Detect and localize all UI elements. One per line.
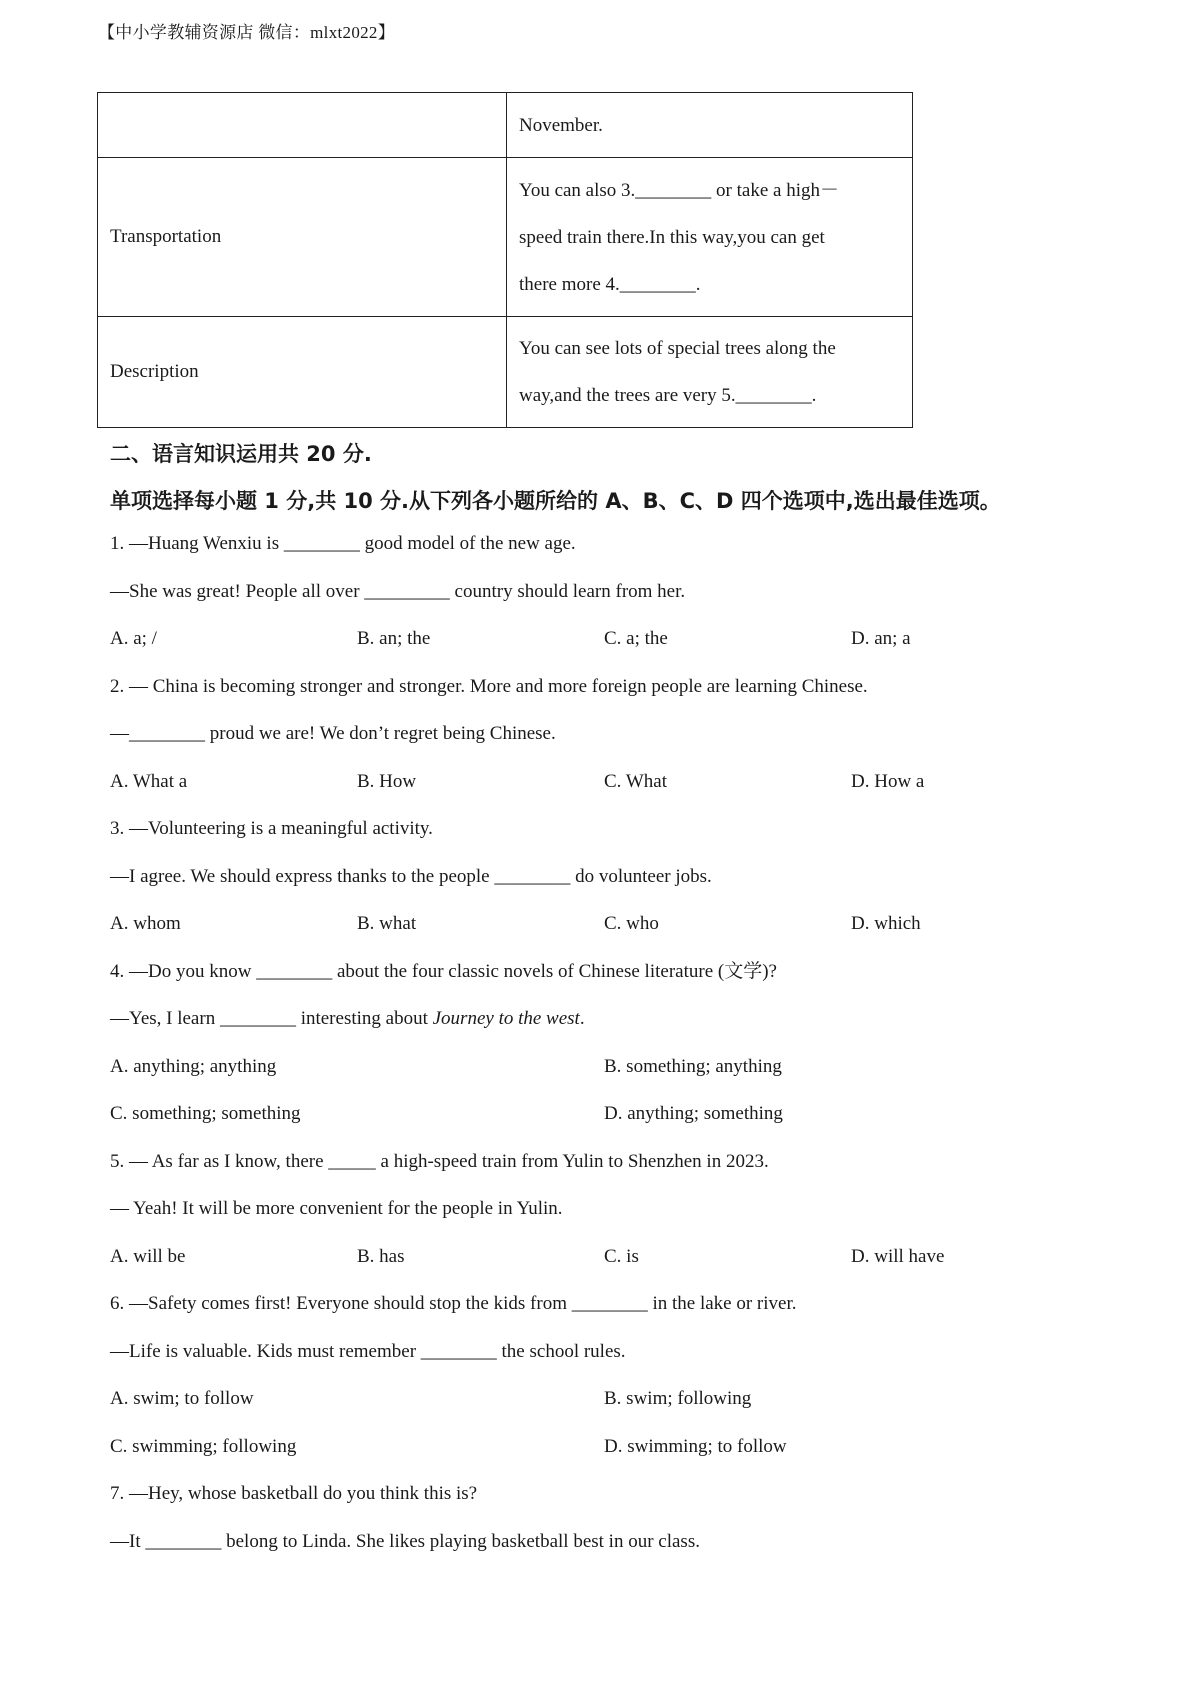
question-5-line-1: 5. — As far as I know, there _____ a high-speed train from Yulin to Shenzhen in 2023. bbox=[110, 1150, 769, 1172]
option-b: B. How bbox=[357, 770, 417, 792]
question-5-line-2: — Yeah! It will be more convenient for the people in Yulin. bbox=[110, 1198, 563, 1219]
question-2-line-2: —________ proud we are! We don’t regret being Chinese. bbox=[110, 723, 556, 744]
question-3-options bbox=[110, 910, 1110, 958]
question-4-line-2-text: —Yes, I learn ________ interesting about bbox=[110, 1008, 433, 1029]
option-d: D. How a bbox=[851, 770, 925, 792]
info-table bbox=[97, 92, 913, 428]
table-label-cell bbox=[98, 93, 507, 158]
question-3-line-1: 3. —Volunteering is a meaningful activity. bbox=[110, 818, 433, 839]
table-content-line: You can see lots of special trees along the bbox=[519, 338, 836, 359]
option-a: A. a; / bbox=[110, 628, 157, 649]
section-title: 二、语言知识运用共 20 分. bbox=[110, 442, 372, 466]
option-c: C. is bbox=[604, 1245, 639, 1267]
option-b: B. has bbox=[357, 1245, 405, 1267]
question-1-line-2: —She was great! People all over _________ country should learn from her. bbox=[110, 580, 686, 602]
option-d: D. anything; something bbox=[604, 1103, 783, 1124]
question-6-line-2: —Life is valuable. Kids must remember ________ the school rules. bbox=[110, 1340, 626, 1362]
option-a: A. What a bbox=[110, 770, 188, 792]
table-content-line: November. bbox=[519, 114, 603, 136]
question-4-options-row-1 bbox=[110, 1053, 1110, 1101]
question-1-line-1: 1. —Huang Wenxiu is ________ good model of the new age. bbox=[110, 533, 576, 554]
table-row bbox=[98, 93, 913, 158]
question-7-line-1: 7. —Hey, whose basketball do you think this is? bbox=[110, 1483, 478, 1504]
option-a: A. anything; anything bbox=[110, 1055, 277, 1077]
table-label-cell: Transportation bbox=[98, 158, 507, 317]
question-7-line-2: —It ________ belong to Linda. She likes playing basketball best in our class. bbox=[110, 1530, 700, 1552]
table-content-cell bbox=[507, 317, 913, 428]
option-a: A. will be bbox=[110, 1245, 186, 1267]
option-d: D. will have bbox=[851, 1245, 945, 1267]
section-instruction: 单项选择每小题 1 分,共 10 分.从下列各小题所给的 A、B、C、D 四个选项中,选出最佳选项。 bbox=[110, 489, 1001, 513]
book-title: Journey to the west bbox=[432, 1008, 580, 1029]
option-c: C. a; the bbox=[604, 628, 668, 649]
question-1-options bbox=[110, 625, 1110, 673]
question-6-options-row-1 bbox=[110, 1385, 1110, 1433]
option-d: D. an; a bbox=[851, 628, 911, 649]
table-content-cell bbox=[507, 93, 913, 158]
option-d: D. which bbox=[851, 913, 921, 934]
question-2-options bbox=[110, 768, 1110, 816]
question-5-options bbox=[110, 1243, 1110, 1291]
table-content-line: You can also 3.________ or take a high－ bbox=[519, 179, 839, 201]
option-a: A. whom bbox=[110, 913, 181, 934]
table-row bbox=[98, 317, 913, 428]
question-list bbox=[110, 530, 1110, 1575]
option-b: B. swim; following bbox=[604, 1388, 752, 1409]
option-a: A. swim; to follow bbox=[110, 1388, 254, 1409]
question-2-line-1: 2. — China is becoming stronger and stronger. More and more foreign people are learning Chinese. bbox=[110, 675, 868, 697]
question-4-options-row-2 bbox=[110, 1100, 1110, 1148]
table-content-line: there more 4.________. bbox=[519, 273, 701, 295]
option-c: C. swimming; following bbox=[110, 1435, 297, 1457]
table-content-cell bbox=[507, 158, 913, 317]
table-content-line: way,and the trees are very 5.________. bbox=[519, 385, 817, 406]
option-c: C. What bbox=[604, 770, 667, 792]
option-b: B. something; anything bbox=[604, 1055, 782, 1077]
option-b: B. what bbox=[357, 913, 417, 934]
question-6-options-row-2 bbox=[110, 1433, 1110, 1481]
table-content-line: speed train there.In this way,you can get bbox=[519, 226, 825, 248]
option-c: C. who bbox=[604, 913, 659, 934]
table-label-cell: Description bbox=[98, 317, 507, 428]
question-6-line-1: 6. —Safety comes first! Everyone should stop the kids from ________ in the lake or river. bbox=[110, 1293, 797, 1314]
question-4-line-2-end: . bbox=[579, 1008, 585, 1029]
table-row bbox=[98, 158, 913, 317]
option-d: D. swimming; to follow bbox=[604, 1435, 787, 1457]
option-b: B. an; the bbox=[357, 628, 431, 649]
option-c: C. something; something bbox=[110, 1103, 301, 1124]
page-header-watermark: 【中小学教辅资源店 微信：mlxt2022】 bbox=[98, 23, 396, 42]
question-3-line-2: —I agree. We should express thanks to the people ________ do volunteer jobs. bbox=[110, 865, 712, 887]
question-4-line-2 bbox=[110, 1005, 1110, 1053]
question-4-line-1: 4. —Do you know ________ about the four classic novels of Chinese literature (文学)? bbox=[110, 960, 777, 982]
